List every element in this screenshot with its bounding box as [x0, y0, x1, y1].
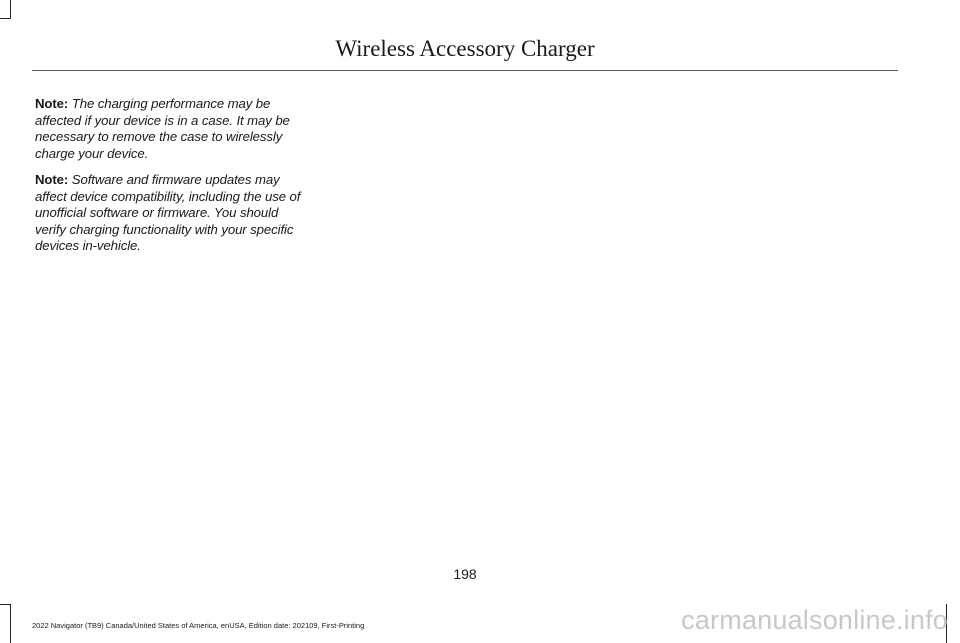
crop-mark-top-left-vertical: [10, 0, 11, 18]
page-title: Wireless Accessory Charger: [335, 36, 595, 61]
crop-mark-top-left-horizontal: [0, 18, 11, 19]
note-text: The charging performance may be affected if your device is in a case. It may be necessary to remove the case to wirelessly charge your device.: [35, 96, 290, 161]
footer-edition-text: 2022 Navigator (TB9) Canada/United States of America, enUSA, Edition date: 202109, First-Printing: [32, 621, 365, 630]
page-number: 198: [453, 566, 477, 582]
crop-mark-bottom-left-vertical: [10, 604, 11, 643]
crop-mark-bottom-left-horizontal: [0, 604, 11, 605]
content-column: [35, 96, 311, 265]
note-label: Note:: [35, 96, 69, 111]
note-text: Software and firmware updates may affect device compatibility, including the use of unofficial software or firmware. You should verify charging functionality with your specific devices in-vehicle.: [35, 172, 301, 253]
note-paragraph: [35, 96, 311, 162]
watermark-text: carmanualsonline.info: [681, 605, 948, 635]
note-label: Note:: [35, 172, 69, 187]
note-paragraph: [35, 172, 311, 255]
header-divider: [32, 70, 898, 71]
